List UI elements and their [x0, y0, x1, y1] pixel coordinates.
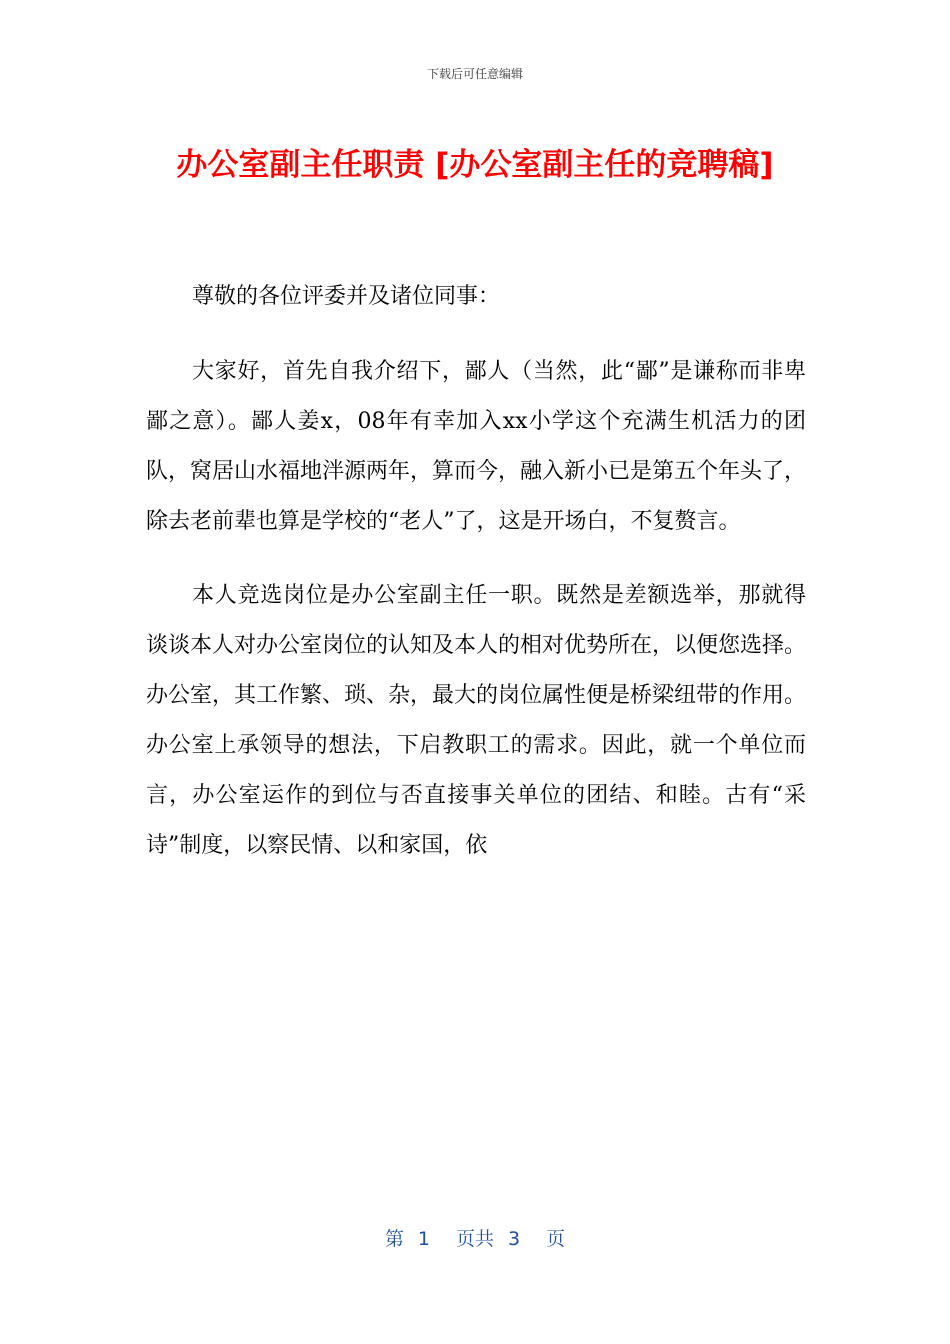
- paragraph-introduction: 大家好，首先自我介绍下，鄙人（当然，此“鄙”是谦称而非卑鄙之意）。鄙人姜x，08年有幸加入xx小学这个充满生机活力的团队，窝居山水福地泮源两年，算而今，融入新小已是第五个年头了，除去老前辈也算是学校的“老人”了，这是开场白，不复赘言。: [146, 358, 807, 534]
- document-body: [146, 272, 806, 896]
- page-footer: [0, 1224, 950, 1254]
- footer-total-pages: 3: [508, 1228, 521, 1250]
- footer-suffix: 页: [546, 1228, 566, 1250]
- footer-middle: 页共: [455, 1228, 494, 1250]
- paragraph-position: 本人竞选岗位是办公室副主任一职。既然是差额选举，那就得谈谈本人对办公室岗位的认知及本人的相对优势所在，以便您选择。办公室，其工作繁、琐、杂，最大的岗位属性便是桥梁纽带的作用。办公室上承领导的想法，下启教职工的需求。因此，就一个单位而言，办公室运作的到位与否直接事关单位的团结、和睦。古有“采诗”制度，以察民情、以和家国，依: [146, 583, 807, 858]
- document-title: 办公室副主任职责 [办公室副主任的竞聘稿]: [176, 147, 774, 183]
- header-note: 下载后可任意编辑: [426, 67, 523, 81]
- paragraph-greeting: 尊敬的各位评委并及诸位同事：: [192, 284, 501, 309]
- footer-prefix: 第: [384, 1228, 404, 1250]
- footer-current-page: 1: [417, 1228, 430, 1250]
